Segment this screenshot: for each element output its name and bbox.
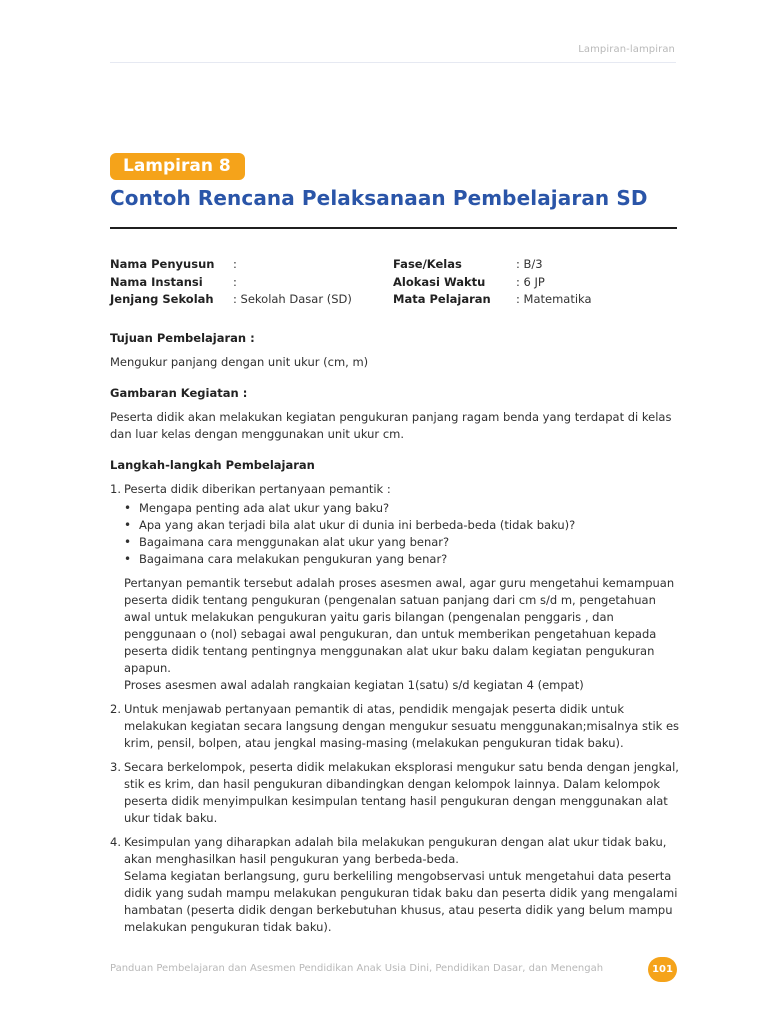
step-item: [110, 481, 680, 694]
step-text: Kesimpulan yang diharapkan adalah bila melakukan pengukuran dengan alat ukur tidak baku, akan menghasilkan hasil pengukuran yang berbeda-beda.: [124, 835, 667, 866]
step-number: 3.: [110, 760, 121, 774]
section-heading: Gambaran Kegiatan :: [110, 386, 248, 400]
question-list: [124, 500, 680, 568]
step-text: Peserta didik diberikan pertanyaan pemantik :: [124, 482, 391, 496]
main-content: [110, 330, 680, 950]
info-value: :: [233, 274, 237, 289]
step-body: [124, 481, 680, 694]
list-item-text: Apa yang akan terjadi bila alat ukur di dunia ini berbeda-beda (tidak baku)?: [139, 518, 576, 532]
step-number: 2.: [110, 702, 121, 716]
list-item-text: Bagaimana cara menggunakan alat ukur yang benar?: [139, 535, 450, 549]
step-paragraph: Proses asesmen awal adalah rangkaian kegiatan 1(satu) s/d kegiatan 4 (empat): [124, 678, 584, 692]
step-body: [124, 701, 680, 752]
footer-text: Panduan Pembelajaran dan Asesmen Pendidikan Anak Usia Dini, Pendidikan Dasar, dan Menengah: [110, 963, 604, 974]
info-row: [393, 274, 592, 292]
list-item: [124, 534, 680, 551]
section-text: Mengukur panjang dengan unit ukur (cm, m): [110, 355, 369, 369]
bullet-icon: •: [124, 501, 132, 515]
bullet-icon: •: [124, 518, 132, 532]
info-row: [110, 274, 352, 292]
section-tujuan: [110, 330, 680, 371]
info-row: [110, 256, 352, 274]
section-gambaran: [110, 385, 680, 443]
step-text: Untuk menjawab pertanyaan pemantik di atas, pendidik mengajak peserta didik untuk melakukan kegiatan secara langsung dengan mengukur sesuatu menggunakan;misalnya stik es krim, pensil, bolpen, atau jengkal masing-masing (melakukan pengukuran tidak baku).: [124, 702, 680, 750]
step-paragraph: Pertanyan pemantik tersebut adalah proses asesmen awal, agar guru mengetahui kemampuan peserta didik tentang pengukuran (pengenalan satuan panjang dari cm s/d m, pengetahuan awal untuk melakukan pengukuran yaitu garis bilangan (pengenalan penggaris , dan penggunaan o (nol) sebagai awal pengukuran, dan untuk memberikan pengetahuan kepada peserta didik tentang pentingnya menggunakan alat ukur baku dalam kegiatan pengukuran apapun.: [124, 576, 675, 675]
info-value: :: [233, 257, 237, 271]
header-divider: [110, 62, 676, 63]
step-number: 4.: [110, 835, 121, 849]
step-number: 1.: [110, 482, 121, 496]
section-langkah: [110, 457, 680, 936]
section-heading: Tujuan Pembelajaran :: [110, 331, 255, 345]
appendix-badge: Lampiran 8: [110, 153, 245, 180]
info-value: : B/3: [516, 257, 543, 271]
info-table-right: [393, 256, 592, 309]
info-table-left: [110, 256, 352, 309]
info-label: Alokasi Waktu: [393, 274, 486, 289]
list-item: [124, 500, 680, 517]
step-item: [110, 701, 680, 752]
step-body: [124, 834, 680, 936]
running-header: Lampiran-lampiran: [578, 44, 675, 55]
step-text: Secara berkelompok, peserta didik melakukan eksplorasi mengukur satu benda dengan jengkal, stik es krim, dan hasil pengukuran dibandingkan dengan kelompok lainnya. Dalam kelompok peserta didik menyimpulkan kesimpulan tentang hasil pengukuran dengan menggunakan alat ukur tidak baku.: [124, 760, 679, 825]
list-item-text: Bagaimana cara melakukan pengukuran yang benar?: [139, 552, 448, 566]
info-label: Fase/Kelas: [393, 257, 462, 271]
section-text: Peserta didik akan melakukan kegiatan pengukuran panjang ragam benda yang terdapat di kelas dan luar kelas dengan menggunakan unit ukur cm.: [110, 410, 672, 441]
list-item: [124, 517, 680, 534]
info-value: : 6 JP: [516, 274, 545, 289]
bullet-icon: •: [124, 535, 132, 549]
info-label: Nama Instansi: [110, 274, 203, 289]
list-item-text: Mengapa penting ada alat ukur yang baku?: [139, 501, 390, 515]
step-item: [110, 834, 680, 936]
info-label: Jenjang Sekolah: [110, 292, 214, 306]
info-value: : Sekolah Dasar (SD): [233, 292, 352, 306]
info-row: [393, 256, 592, 274]
page-number-badge: 101: [648, 957, 677, 982]
title-divider: [110, 227, 677, 229]
page-title: Contoh Rencana Pelaksanaan Pembelajaran SD: [110, 186, 648, 210]
step-item: [110, 759, 680, 827]
info-label: Mata Pelajaran: [393, 292, 491, 306]
step-paragraph: Selama kegiatan berlangsung, guru berkeliling mengobservasi untuk mengetahui data peserta didik yang sudah mampu melakukan pengukuran tidak baku dan peserta didik yang mengalami hambatan (peserta didik dengan berkebutuhan khusus, atau peserta didik yang belum mampu melakukan pengukuran tidak baku).: [124, 869, 678, 934]
bullet-icon: •: [124, 552, 132, 566]
list-item: [124, 551, 680, 568]
section-heading: Langkah-langkah Pembelajaran: [110, 458, 315, 472]
info-label: Nama Penyusun: [110, 257, 215, 271]
info-row: [393, 291, 592, 309]
info-row: [110, 291, 352, 309]
info-value: : Matematika: [516, 292, 592, 306]
step-body: [124, 759, 680, 827]
